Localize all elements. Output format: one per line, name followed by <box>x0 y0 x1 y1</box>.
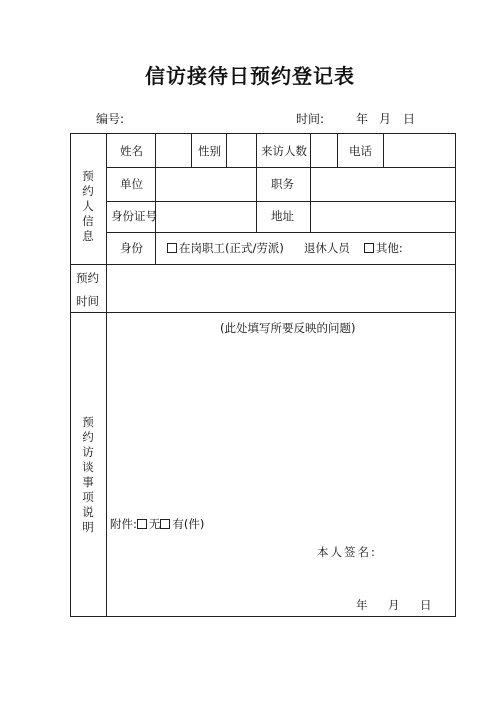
form-title: 信访接待日预约登记表 <box>145 64 355 88</box>
unit-field[interactable] <box>156 168 255 201</box>
visit-matters-section-label: 预约访谈事项说明 <box>82 415 94 534</box>
signature-day-label: 日 <box>420 598 432 612</box>
address-label: 地址 <box>271 209 294 223</box>
registration-table <box>70 133 456 617</box>
table-border-right <box>455 133 456 617</box>
id-number-label: 身份证号 <box>111 209 157 223</box>
identity-employee-label: 在岗职工(正式/劳派) <box>179 241 284 255</box>
number-label: 编号: <box>96 112 125 126</box>
position-field[interactable] <box>311 168 454 201</box>
identity-employee-checkbox[interactable] <box>167 243 177 253</box>
header-day-label: 日 <box>403 112 416 126</box>
cell-divider <box>256 167 257 232</box>
reservation-person-section-label: 预约人信息 <box>82 169 94 243</box>
attachment-has-checkbox[interactable] <box>160 519 170 529</box>
visit-matters-field[interactable] <box>107 313 454 615</box>
name-label: 姓名 <box>120 144 143 158</box>
identity-retired-label: 退休人员 <box>303 241 350 255</box>
phone-label: 电话 <box>349 144 372 158</box>
table-border-left <box>70 133 71 617</box>
cell-divider <box>256 133 257 167</box>
visit-matters-hint: (此处填写所要反映的问题) <box>220 321 356 335</box>
cell-divider <box>337 133 338 167</box>
attachment-has-label: 有(件) <box>172 517 205 531</box>
header-year-label: 年 <box>356 112 369 126</box>
position-label: 职务 <box>271 177 294 191</box>
signature-month-label: 月 <box>388 598 400 612</box>
table-border-bottom <box>70 616 456 617</box>
id-number-field[interactable] <box>156 202 255 232</box>
gender-field[interactable] <box>227 134 255 167</box>
identity-options <box>167 241 403 255</box>
unit-label: 单位 <box>120 177 143 191</box>
visitor-count-label: 来访人数 <box>261 144 307 158</box>
identity-other-label: 其他: <box>375 241 403 255</box>
identity-other-checkbox[interactable] <box>364 243 374 253</box>
cell-divider <box>155 232 156 264</box>
reservation-time-field[interactable] <box>107 265 454 312</box>
cell-divider <box>191 133 192 167</box>
attachment-row <box>110 517 204 531</box>
address-field[interactable] <box>311 202 454 232</box>
visitor-count-field[interactable] <box>311 134 336 167</box>
gender-label: 性别 <box>198 144 221 158</box>
time-label: 时间: <box>296 112 325 126</box>
attachment-label: 附件: <box>110 517 137 531</box>
reservation-time-label-line2: 时间 <box>76 294 99 308</box>
identity-label: 身份 <box>120 241 143 255</box>
reservation-time-label-line1: 预约 <box>76 271 99 285</box>
phone-field[interactable] <box>384 134 454 167</box>
signature-label: 本人签名: <box>317 545 377 559</box>
signature-year-label: 年 <box>356 598 368 612</box>
name-field[interactable] <box>156 134 190 167</box>
header-month-label: 月 <box>379 112 392 126</box>
row-divider-3 <box>106 232 456 233</box>
attachment-none-label: 无 <box>148 517 161 531</box>
attachment-none-checkbox[interactable] <box>137 519 147 529</box>
